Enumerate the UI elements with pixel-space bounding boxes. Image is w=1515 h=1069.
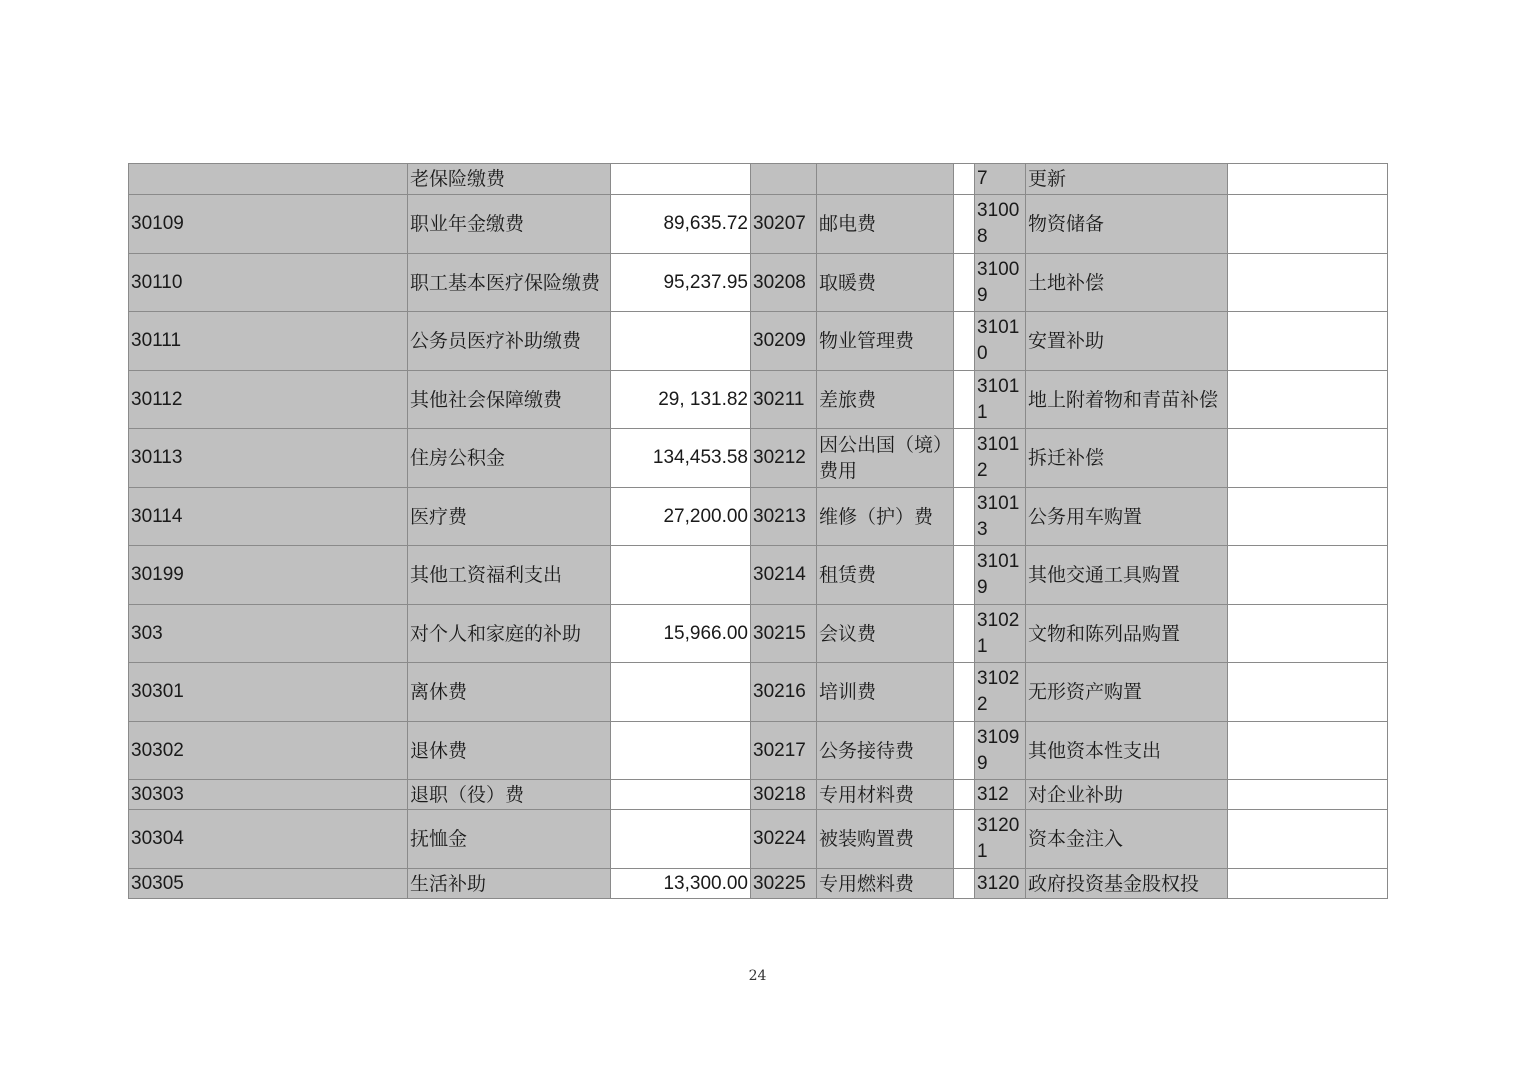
expense-amount: 89,635.72 [611, 195, 751, 254]
expense-amount-3 [1228, 605, 1388, 663]
expense-amount-2 [954, 312, 975, 371]
expense-code-2: 30214 [751, 546, 817, 605]
expense-name-2: 培训费 [817, 663, 954, 722]
expense-code-3: 31009 [975, 254, 1026, 312]
expense-name-2: 公务接待费 [817, 722, 954, 780]
expense-code-3: 3120 [975, 869, 1026, 899]
expense-name-3: 资本金注入 [1026, 810, 1228, 869]
expense-amount: 29, 131.82 [611, 371, 751, 429]
expense-name-2: 物业管理费 [817, 312, 954, 371]
expense-name-2: 专用材料费 [817, 780, 954, 810]
expense-amount-2 [954, 488, 975, 546]
expense-code: 30305 [129, 869, 408, 899]
expense-code-2: 30211 [751, 371, 817, 429]
table-row [129, 488, 1388, 546]
expense-code-2: 30216 [751, 663, 817, 722]
expense-amount-2 [954, 546, 975, 605]
expense-name-3: 其他资本性支出 [1026, 722, 1228, 780]
expense-code-3: 31022 [975, 663, 1026, 722]
expense-code-2: 30212 [751, 429, 817, 488]
expense-name: 生活补助 [408, 869, 611, 899]
expense-name-2: 被装购置费 [817, 810, 954, 869]
expense-code: 30302 [129, 722, 408, 780]
table-row [129, 810, 1388, 869]
expense-name-2: 维修（护）费 [817, 488, 954, 546]
table-row [129, 164, 1388, 195]
expense-amount-2 [954, 254, 975, 312]
expense-name-2: 邮电费 [817, 195, 954, 254]
expense-amount-3 [1228, 254, 1388, 312]
expense-code-2 [751, 164, 817, 195]
expense-amount [611, 722, 751, 780]
budget-table [128, 163, 1388, 899]
expense-name-3: 无形资产购置 [1026, 663, 1228, 722]
expense-name-3: 政府投资基金股权投 [1026, 869, 1228, 899]
expense-name-3: 文物和陈列品购置 [1026, 605, 1228, 663]
expense-amount [611, 810, 751, 869]
expense-code-2: 30218 [751, 780, 817, 810]
expense-amount-2 [954, 605, 975, 663]
expense-amount-3 [1228, 722, 1388, 780]
expense-amount-3 [1228, 195, 1388, 254]
expense-name-3: 土地补偿 [1026, 254, 1228, 312]
expense-code-2: 30213 [751, 488, 817, 546]
expense-amount [611, 663, 751, 722]
expense-amount: 13,300.00 [611, 869, 751, 899]
expense-amount-3 [1228, 312, 1388, 371]
expense-amount-2 [954, 429, 975, 488]
table-row [129, 429, 1388, 488]
expense-amount-2 [954, 195, 975, 254]
table-row [129, 663, 1388, 722]
expense-code: 30111 [129, 312, 408, 371]
expense-name: 对个人和家庭的补助 [408, 605, 611, 663]
expense-code-3: 7 [975, 164, 1026, 195]
expense-code-3: 31010 [975, 312, 1026, 371]
expense-name-2: 租赁费 [817, 546, 954, 605]
expense-name: 其他社会保障缴费 [408, 371, 611, 429]
expense-amount-3 [1228, 810, 1388, 869]
expense-name: 医疗费 [408, 488, 611, 546]
expense-code: 30112 [129, 371, 408, 429]
expense-code: 30303 [129, 780, 408, 810]
expense-name-3: 更新 [1026, 164, 1228, 195]
expense-amount-2 [954, 663, 975, 722]
expense-code-3: 312 [975, 780, 1026, 810]
expense-amount [611, 312, 751, 371]
table-row [129, 546, 1388, 605]
expense-name-3: 安置补助 [1026, 312, 1228, 371]
expense-amount: 95,237.95 [611, 254, 751, 312]
expense-amount-2 [954, 371, 975, 429]
expense-amount-3 [1228, 546, 1388, 605]
expense-code-3: 31019 [975, 546, 1026, 605]
expense-amount [611, 546, 751, 605]
expense-amount-2 [954, 810, 975, 869]
expense-code-3: 31013 [975, 488, 1026, 546]
expense-code: 30114 [129, 488, 408, 546]
expense-name: 退职（役）费 [408, 780, 611, 810]
expense-amount: 27,200.00 [611, 488, 751, 546]
expense-code-3: 31011 [975, 371, 1026, 429]
expense-code [129, 164, 408, 195]
expense-name: 老保险缴费 [408, 164, 611, 195]
expense-amount-2 [954, 869, 975, 899]
expense-name: 公务员医疗补助缴费 [408, 312, 611, 371]
expense-code: 30304 [129, 810, 408, 869]
table-row [129, 371, 1388, 429]
expense-amount-3 [1228, 488, 1388, 546]
expense-code-2: 30215 [751, 605, 817, 663]
table-row [129, 869, 1388, 899]
expense-amount [611, 780, 751, 810]
expense-name-3: 公务用车购置 [1026, 488, 1228, 546]
expense-amount-3 [1228, 663, 1388, 722]
expense-code: 30110 [129, 254, 408, 312]
expense-name: 职业年金缴费 [408, 195, 611, 254]
expense-amount-3 [1228, 371, 1388, 429]
table-row [129, 312, 1388, 371]
table-row [129, 722, 1388, 780]
expense-amount: 134,453.58 [611, 429, 751, 488]
expense-amount-2 [954, 722, 975, 780]
expense-code-3: 31021 [975, 605, 1026, 663]
expense-name-2 [817, 164, 954, 195]
table-row [129, 605, 1388, 663]
expense-name: 其他工资福利支出 [408, 546, 611, 605]
expense-code-3: 31012 [975, 429, 1026, 488]
expense-name-2: 因公出国（境）费用 [817, 429, 954, 488]
expense-name: 抚恤金 [408, 810, 611, 869]
expense-amount-2 [954, 780, 975, 810]
expense-code: 30301 [129, 663, 408, 722]
expense-code-2: 30224 [751, 810, 817, 869]
expense-name-3: 物资储备 [1026, 195, 1228, 254]
page-number: 24 [748, 968, 767, 984]
expense-code-2: 30209 [751, 312, 817, 371]
expense-amount-2 [954, 164, 975, 195]
expense-code: 30109 [129, 195, 408, 254]
expense-amount: 15,966.00 [611, 605, 751, 663]
expense-code-3: 31201 [975, 810, 1026, 869]
expense-name: 退休费 [408, 722, 611, 780]
expense-code: 303 [129, 605, 408, 663]
expense-code: 30113 [129, 429, 408, 488]
expense-code-2: 30217 [751, 722, 817, 780]
table-row [129, 195, 1388, 254]
expense-name-2: 会议费 [817, 605, 954, 663]
table-row [129, 254, 1388, 312]
expense-code-2: 30225 [751, 869, 817, 899]
expense-amount-3 [1228, 164, 1388, 195]
expense-amount-3 [1228, 780, 1388, 810]
expense-code: 30199 [129, 546, 408, 605]
expense-code-3: 31099 [975, 722, 1026, 780]
expense-name-3: 对企业补助 [1026, 780, 1228, 810]
expense-name-2: 取暖费 [817, 254, 954, 312]
expense-name-3: 其他交通工具购置 [1026, 546, 1228, 605]
table-body [129, 164, 1388, 899]
expense-name-3: 地上附着物和青苗补偿 [1026, 371, 1228, 429]
expense-amount [611, 164, 751, 195]
expense-name: 住房公积金 [408, 429, 611, 488]
expense-code-3: 31008 [975, 195, 1026, 254]
expense-name: 职工基本医疗保险缴费 [408, 254, 611, 312]
expense-code-2: 30208 [751, 254, 817, 312]
table-row [129, 780, 1388, 810]
expense-name-3: 拆迁补偿 [1026, 429, 1228, 488]
expense-name-2: 专用燃料费 [817, 869, 954, 899]
expense-code-2: 30207 [751, 195, 817, 254]
expense-amount-3 [1228, 869, 1388, 899]
expense-name: 离休费 [408, 663, 611, 722]
expense-name-2: 差旅费 [817, 371, 954, 429]
expense-amount-3 [1228, 429, 1388, 488]
